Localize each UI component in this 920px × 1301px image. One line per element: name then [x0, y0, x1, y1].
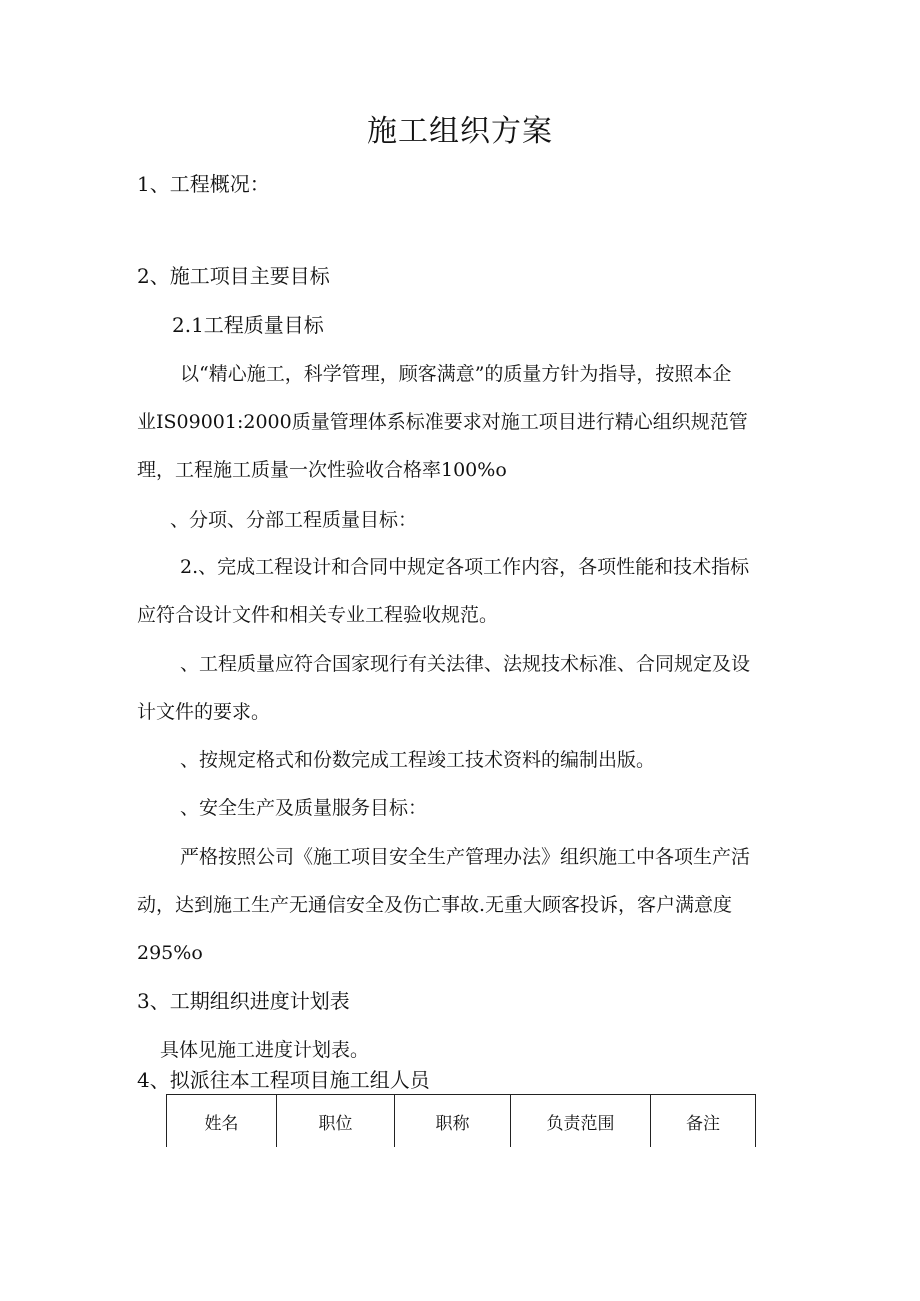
column-header-responsibility: 负责范围 [511, 1095, 651, 1148]
section-1-heading: 1、工程概况： [137, 172, 270, 196]
item-2-line-1: 2.、完成工程设计和合同中规定各项工作内容，各项性能和技术指标 [180, 556, 750, 578]
section-4-heading: 4、拟派往本工程项目施工组人员 [137, 1068, 430, 1092]
staff-table [166, 1094, 756, 1147]
quality-paragraph-line-1: 以“精心施工，科学管理，顾客满意”的质量方针为指导，按照本企 [180, 363, 732, 385]
item-3-line-2: 计文件的要求。 [137, 701, 271, 723]
page-title: 施工组织方案 [367, 114, 553, 149]
column-header-remarks: 备注 [651, 1095, 756, 1148]
section-3-heading: 3、工期组织进度计划表 [137, 989, 350, 1013]
section-2-heading: 2、施工项目主要目标 [137, 264, 330, 288]
item-4: 、按规定格式和份数完成工程竣工技术资料的编制出版。 [180, 749, 656, 771]
safety-paragraph-line-3: 295%o [137, 942, 203, 964]
quality-paragraph-line-2: 业IS09001:2000质量管理体系标准要求对施工项目进行精心组织规范管 [137, 411, 748, 433]
quality-paragraph-line-3: 理，工程施工质量一次性验收合格率100%o [137, 459, 507, 481]
safety-paragraph-line-1: 严格按照公司《施工项目安全生产管理办法》组织施工中各项生产活 [180, 846, 751, 868]
column-header-position: 职位 [277, 1095, 395, 1148]
column-header-name: 姓名 [167, 1095, 277, 1148]
column-header-title: 职称 [395, 1095, 511, 1148]
schedule-note: 具体见施工进度计划表。 [160, 1039, 370, 1061]
subsection-safety-targets: 、安全生产及质量服务目标： [180, 797, 428, 819]
section-2-1-heading: 2.1工程质量目标 [172, 313, 324, 337]
table-header-row [167, 1095, 756, 1148]
subsection-quality-targets: 、分项、分部工程质量目标： [170, 509, 418, 531]
item-2-line-2: 应符合设计文件和相关专业工程验收规范。 [137, 604, 499, 626]
safety-paragraph-line-2: 动，达到施工生产无通信安全及伤亡事故.无重大顾客投诉，客户满意度 [137, 894, 733, 916]
item-3-line-1: 、工程质量应符合国家现行有关法律、法规技术标准、合同规定及设 [180, 653, 751, 675]
